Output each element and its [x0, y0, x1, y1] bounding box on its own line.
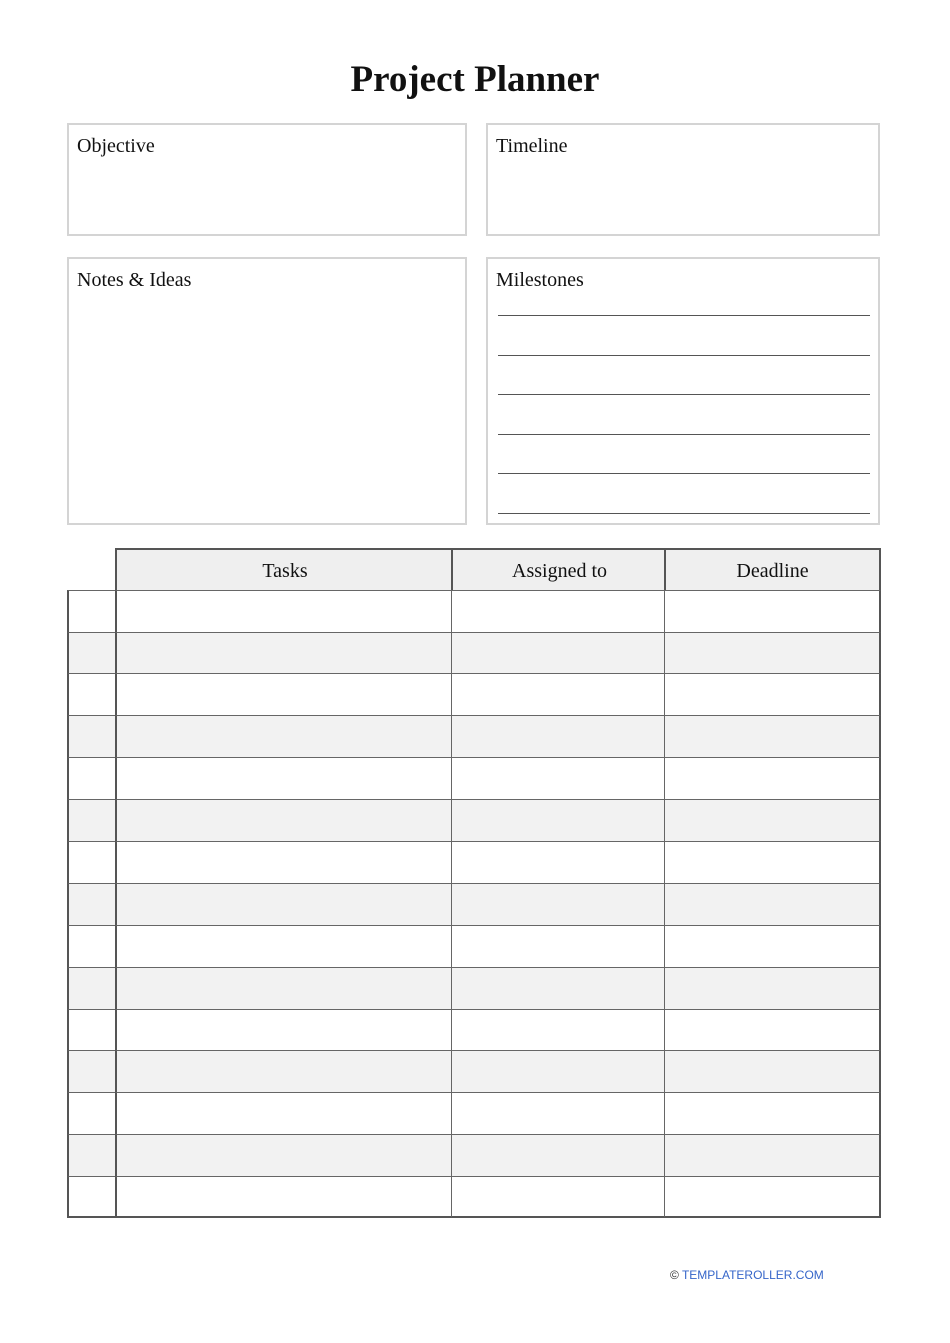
table-header-row: [67, 548, 881, 590]
assigned-to-cell[interactable]: [451, 715, 666, 757]
row-number-cell[interactable]: [67, 967, 116, 1009]
deadline-cell[interactable]: [664, 590, 881, 632]
row-number-cell[interactable]: [67, 1134, 116, 1176]
task-cell[interactable]: [115, 1009, 453, 1050]
page-title: Project Planner: [350, 59, 600, 100]
table-row: [67, 883, 881, 925]
table-row: [67, 1176, 881, 1218]
row-number-cell[interactable]: [67, 715, 116, 757]
table-row: [67, 841, 881, 883]
deadline-cell[interactable]: [664, 925, 881, 967]
task-cell[interactable]: [115, 1176, 453, 1218]
milestone-line[interactable]: [498, 315, 870, 316]
milestone-line[interactable]: [498, 473, 870, 474]
task-cell[interactable]: [115, 757, 453, 799]
task-cell[interactable]: [115, 1134, 453, 1176]
deadline-cell[interactable]: [664, 799, 881, 841]
deadline-cell[interactable]: [664, 1092, 881, 1134]
task-cell[interactable]: [115, 799, 453, 841]
table-row: [67, 1092, 881, 1134]
header-deadline: Deadline: [664, 548, 881, 590]
row-number-cell[interactable]: [67, 590, 116, 632]
deadline-cell[interactable]: [664, 757, 881, 799]
objective-label: Objective: [77, 135, 155, 157]
assigned-to-cell[interactable]: [451, 1176, 666, 1218]
footer-brand-link[interactable]: TEMPLATEROLLER.COM: [681, 1268, 824, 1282]
table-row: [67, 757, 881, 799]
assigned-to-cell[interactable]: [451, 1134, 666, 1176]
row-number-cell[interactable]: [67, 673, 116, 715]
assigned-to-cell[interactable]: [451, 590, 666, 632]
assigned-to-cell[interactable]: [451, 967, 666, 1009]
deadline-cell[interactable]: [664, 883, 881, 925]
deadline-cell[interactable]: [664, 715, 881, 757]
header-number-cell: [67, 548, 116, 590]
row-number-cell[interactable]: [67, 632, 116, 673]
assigned-to-cell[interactable]: [451, 799, 666, 841]
assigned-to-cell[interactable]: [451, 841, 666, 883]
row-number-cell[interactable]: [67, 925, 116, 967]
table-row: [67, 1009, 881, 1050]
table-row: [67, 673, 881, 715]
deadline-cell[interactable]: [664, 1050, 881, 1092]
row-number-cell[interactable]: [67, 757, 116, 799]
deadline-cell[interactable]: [664, 632, 881, 673]
objective-box[interactable]: [67, 123, 467, 236]
task-cell[interactable]: [115, 925, 453, 967]
row-number-cell[interactable]: [67, 799, 116, 841]
notes-ideas-box[interactable]: [67, 257, 467, 525]
deadline-cell[interactable]: [664, 1009, 881, 1050]
table-row: [67, 925, 881, 967]
table-row: [67, 799, 881, 841]
task-cell[interactable]: [115, 715, 453, 757]
table-row: [67, 1050, 881, 1092]
task-cell[interactable]: [115, 673, 453, 715]
assigned-to-cell[interactable]: [451, 1092, 666, 1134]
task-cell[interactable]: [115, 841, 453, 883]
footer-credit: [670, 1267, 824, 1283]
row-number-cell[interactable]: [67, 841, 116, 883]
deadline-cell[interactable]: [664, 1134, 881, 1176]
table-row: [67, 632, 881, 673]
milestone-line[interactable]: [498, 355, 870, 356]
table-row: [67, 715, 881, 757]
task-cell[interactable]: [115, 632, 453, 673]
deadline-cell[interactable]: [664, 967, 881, 1009]
milestones-label: Milestones: [496, 269, 584, 291]
assigned-to-cell[interactable]: [451, 673, 666, 715]
task-table: [67, 548, 881, 1218]
milestone-line[interactable]: [498, 434, 870, 435]
assigned-to-cell[interactable]: [451, 1050, 666, 1092]
deadline-cell[interactable]: [664, 673, 881, 715]
task-cell[interactable]: [115, 1050, 453, 1092]
row-number-cell[interactable]: [67, 1092, 116, 1134]
table-row: [67, 1134, 881, 1176]
notes-ideas-label: Notes & Ideas: [77, 269, 192, 291]
copyright-symbol: ©: [670, 1268, 679, 1282]
milestones-box[interactable]: [486, 257, 880, 525]
task-cell[interactable]: [115, 1092, 453, 1134]
table-row: [67, 967, 881, 1009]
assigned-to-cell[interactable]: [451, 925, 666, 967]
header-tasks: Tasks: [115, 548, 453, 590]
timeline-label: Timeline: [496, 135, 568, 157]
table-body: [67, 590, 881, 1218]
milestone-line[interactable]: [498, 394, 870, 395]
deadline-cell[interactable]: [664, 841, 881, 883]
row-number-cell[interactable]: [67, 1050, 116, 1092]
task-cell[interactable]: [115, 590, 453, 632]
assigned-to-cell[interactable]: [451, 757, 666, 799]
table-row: [67, 590, 881, 632]
row-number-cell[interactable]: [67, 1176, 116, 1218]
deadline-cell[interactable]: [664, 1176, 881, 1218]
task-cell[interactable]: [115, 883, 453, 925]
milestone-line[interactable]: [498, 513, 870, 514]
task-cell[interactable]: [115, 967, 453, 1009]
assigned-to-cell[interactable]: [451, 632, 666, 673]
row-number-cell[interactable]: [67, 1009, 116, 1050]
header-assigned-to: Assigned to: [451, 548, 666, 590]
timeline-box[interactable]: [486, 123, 880, 236]
assigned-to-cell[interactable]: [451, 1009, 666, 1050]
assigned-to-cell[interactable]: [451, 883, 666, 925]
row-number-cell[interactable]: [67, 883, 116, 925]
